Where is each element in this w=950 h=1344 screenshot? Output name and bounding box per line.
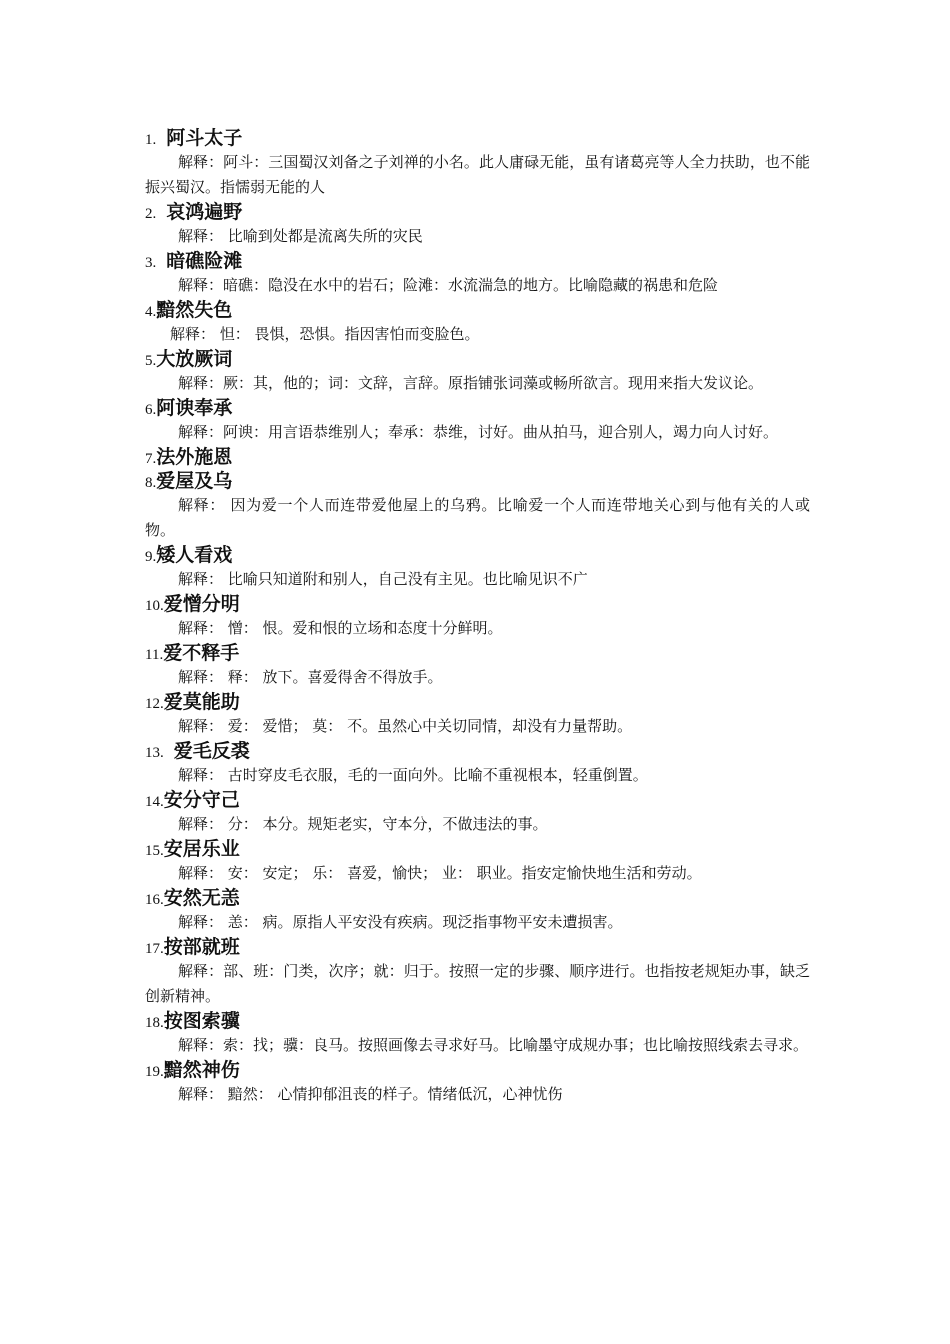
idiom-explanation: 解释： 憎： 恨。爱和恨的立场和态度十分鲜明。 [178,619,503,637]
idiom-explanation: 解释： 爱： 爱惜； 莫： 不。虽然心中关切同情，却没有力量帮助。 [178,717,633,735]
idiom-explanation: 解释：部、班：门类，次序；就：归于。按照一定的步骤、顺序进行。也指按老规矩办事，缺乏创新精神。 [145,962,810,1005]
entry-number: 16. [145,892,164,908]
entry-number: 9. [145,549,157,565]
idiom-title: 爱毛反裘 [173,740,250,762]
idiom-explanation: 解释：阿斗：三国蜀汉刘备之子刘禅的小名。此人庸碌无能，虽有诸葛亮等人全力扶助，也不能振兴蜀汉。指懦弱无能的人 [145,153,810,196]
idiom-entry-7 [145,445,810,469]
idiom-explanation: 解释：阿谀：用言语恭维别人；奉承：恭维，讨好。曲从拍马，迎合别人，竭力向人讨好。 [178,423,779,441]
idiom-explanation: 解释： 分： 本分。规矩老实，守本分，不做违法的事。 [178,815,548,833]
idiom-explanation: 解释：暗礁：隐没在水中的岩石；险滩：水流湍急的地方。比喻隐藏的祸患和危险 [178,276,719,294]
idiom-explanation: 解释：厥：其，他的；词：文辞，言辞。原指铺张词藻或畅所欲言。现用来指大发议论。 [178,374,764,392]
entry-number: 14. [145,794,164,810]
idiom-title: 黯然失色 [156,299,233,321]
idiom-entry-19 [145,1058,810,1107]
entry-number: 2. [145,206,157,222]
entry-number: 11. [145,647,164,663]
idiom-title: 法外施恩 [156,446,233,468]
idiom-entry-17 [145,935,810,1009]
idiom-entry-1 [145,126,810,200]
entry-number: 19. [145,1064,164,1080]
idiom-entry-12 [145,690,810,739]
idiom-title: 爱不释手 [163,642,240,664]
idiom-title: 爱屋及乌 [156,470,233,492]
entry-number: 6. [145,402,157,418]
idiom-entry-5 [145,347,810,396]
idiom-entry-8 [145,469,810,543]
idiom-explanation: 解释： 安： 安定； 乐： 喜爱，愉快； 业： 职业。指安定愉快地生活和劳动。 [178,864,702,882]
idiom-explanation: 解释： 怛： 畏惧，恐惧。指因害怕而变脸色。 [170,325,480,343]
idiom-explanation: 解释： 释： 放下。喜爱得舍不得放手。 [178,668,443,686]
idiom-title: 矮人看戏 [156,544,233,566]
entry-number: 17. [145,941,164,957]
idiom-title: 安居乐业 [163,838,240,860]
idiom-title: 阿谀奉承 [156,397,233,419]
idiom-title: 大放厥词 [156,348,233,370]
idiom-entry-16 [145,886,810,935]
idiom-explanation: 解释： 黯然： 心情抑郁沮丧的样子。情绪低沉，心神忧伤 [178,1085,563,1103]
entry-number: 18. [145,1015,164,1031]
idiom-title: 哀鸿遍野 [166,201,243,223]
idiom-explanation: 解释： 比喻到处都是流离失所的灾民 [178,227,423,245]
idiom-entry-15 [145,837,810,886]
entry-number: 12. [145,696,164,712]
idiom-title: 暗礁险滩 [166,250,243,272]
entry-number: 15. [145,843,164,859]
idiom-entry-14 [145,788,810,837]
entry-number: 10. [145,598,164,614]
idiom-entry-18 [145,1009,810,1058]
idiom-title: 安然无恙 [163,887,240,909]
idiom-explanation: 解释： 古时穿皮毛衣服，毛的一面向外。比喻不重视根本，轻重倒置。 [178,766,648,784]
idiom-entry-6 [145,396,810,445]
entry-number: 13. [145,745,164,761]
document-body [145,126,810,1107]
idiom-entry-9 [145,543,810,592]
idiom-title: 爱憎分明 [163,593,240,615]
idiom-title: 按图索骥 [163,1010,240,1032]
idiom-title: 爱莫能助 [163,691,240,713]
idiom-entry-13 [145,739,810,788]
idiom-explanation: 解释：索：找；骥：良马。按照画像去寻求好马。比喻墨守成规办事；也比喻按照线索去寻求。 [178,1036,809,1054]
idiom-explanation: 解释： 因为爱一个人而连带爱他屋上的乌鸦。比喻爱一个人而连带地关心到与他有关的人或物。 [145,496,810,539]
entry-number: 1. [145,132,157,148]
idiom-entry-10 [145,592,810,641]
entry-number: 7. [145,451,157,467]
idiom-entry-11 [145,641,810,690]
idiom-entry-4 [145,298,810,347]
entry-number: 5. [145,353,157,369]
idiom-title: 黯然神伤 [163,1059,240,1081]
idiom-title: 安分守己 [163,789,240,811]
idiom-title: 阿斗太子 [166,127,243,149]
entry-number: 3. [145,255,157,271]
idiom-title: 按部就班 [163,936,240,958]
entry-number: 4. [145,304,157,320]
idiom-explanation: 解释： 比喻只知道附和别人，自己没有主见。也比喻见识不广 [178,570,588,588]
idiom-explanation: 解释： 恙： 病。原指人平安没有疾病。现泛指事物平安未遭损害。 [178,913,623,931]
entry-number: 8. [145,475,157,491]
idiom-entry-2 [145,200,810,249]
idiom-entry-3 [145,249,810,298]
